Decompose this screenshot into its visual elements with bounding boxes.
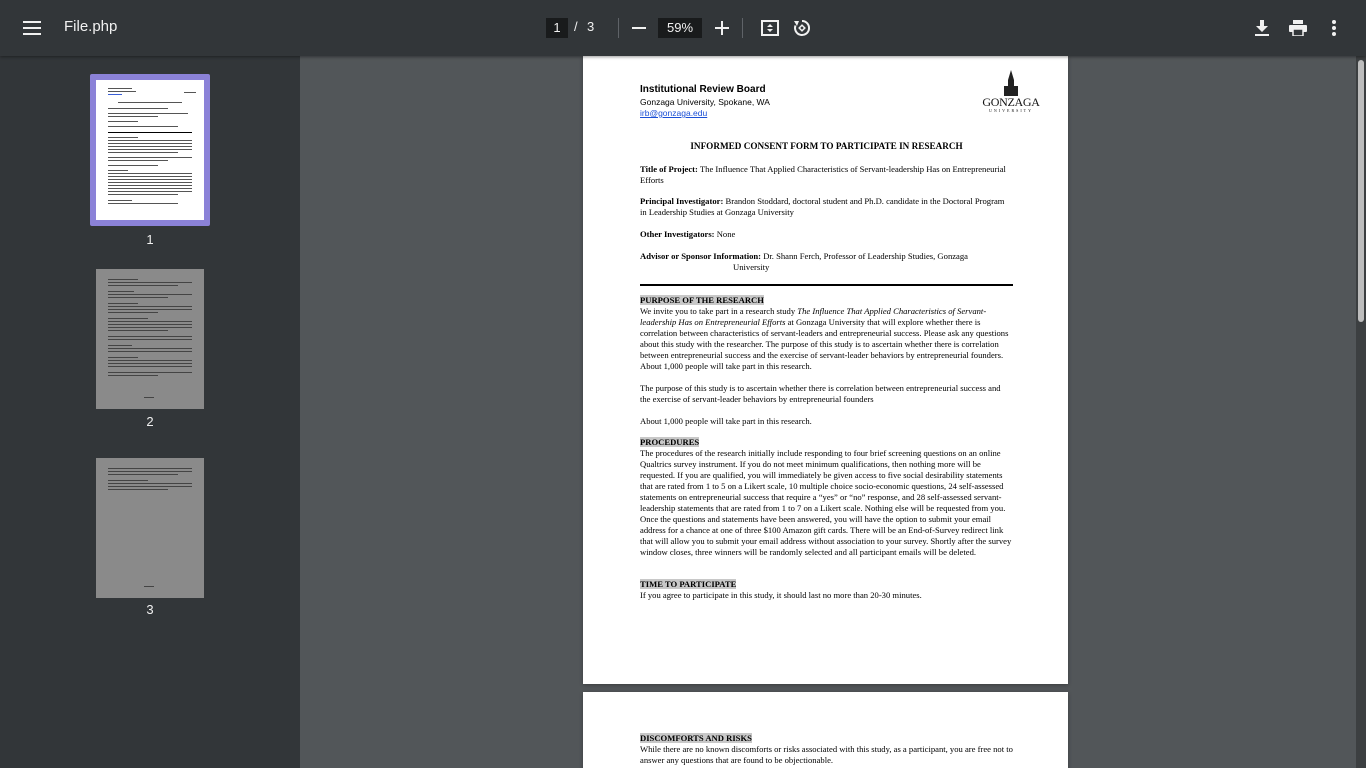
scrollbar-thumb[interactable]	[1358, 60, 1364, 322]
gonzaga-logo	[979, 70, 1043, 113]
thumbnail-page-2[interactable]	[90, 263, 210, 443]
total-pages: 3	[587, 19, 595, 34]
download-icon	[1255, 20, 1269, 36]
rotate-button[interactable]	[784, 10, 820, 46]
procedures-section: PROCEDURES The procedures of the research initially include responding to four brief screening questions on an online Qualtrics survey instrument. If you do not meet minimum qualifications, then nothing more will be requested. If you are qualified, you will immediately be given access to five social desirability statements that are rated from 1 to 5 on a Likert scale, 10 multiple choice socio-economic questions, 24 self-assessed statements on entrepreneurial success that require a “yes” or “no” response, and 28 self-assessed servant-leadership statements that are rated from 1 to 7 on a Likert scale. Nothing else will be requested from you. Once the questions and statements have been answered, you will have the option to submit your email address for a chance at one of three $100 Amazon gift cards. There will be an End-of-Survey redirect link that will allow you to submit your email address without association to your survey. Shortly after the survey window closes, three winners will be randomly selected and all participant emails will be deleted.	[640, 437, 1012, 557]
thumbnail-image	[96, 269, 204, 409]
purpose-heading: PURPOSE OF THE RESEARCH	[640, 295, 764, 305]
thumbnail-image	[96, 458, 204, 598]
pdf-page-1	[583, 56, 1068, 684]
form-title: INFORMED CONSENT FORM TO PARTICIPATE IN RESEARCH	[690, 141, 963, 151]
thumbnail-page-3[interactable]	[90, 452, 210, 632]
advisor-info: Advisor or Sponsor Information: Dr. Shann Ferch, Professor of Leadership Studies, Gonzaga University	[640, 251, 968, 272]
time-heading: TIME TO PARTICIPATE	[640, 579, 737, 589]
discomfort-section: DISCOMFORTS AND RISKS While there are no known discomforts or risks associated with this study, as a participant, you are free not to answer any questions that are found to be objectionable.	[640, 733, 1013, 765]
vertical-scrollbar[interactable]	[1356, 56, 1366, 768]
thumbnail-page-number: 2	[146, 414, 154, 429]
toolbar-divider	[742, 18, 743, 38]
zoom-out-button[interactable]	[621, 10, 657, 46]
thumbnail-page-number: 3	[146, 602, 154, 617]
fit-page-icon	[761, 20, 779, 36]
page-separator: /	[574, 19, 578, 34]
zoom-input[interactable]: 59%	[658, 18, 702, 38]
download-button[interactable]	[1244, 10, 1280, 46]
logo-subtext: UNIVERSITY	[989, 108, 1033, 113]
thumbnail-page-number: 1	[146, 232, 154, 247]
irb-header	[640, 84, 1013, 118]
print-button[interactable]	[1280, 10, 1316, 46]
current-page-input[interactable]: 1	[546, 18, 568, 38]
principal-investigator: Principal Investigator: Brandon Stoddard, doctoral student and Ph.D. candidate in the Doctoral Program in Leadership Studies at Gonzaga University	[640, 196, 1005, 217]
minus-icon	[632, 27, 646, 29]
header-rule	[640, 284, 1013, 286]
purpose-section: PURPOSE OF THE RESEARCH We invite you to take part in a research study The Influence That Applied Characteristics of Servant-leadership Has on Entrepreneurial Efforts at Gonzaga University that will explore whether there is correlation between characteristics of servant-leaders and entrepreneurial success. Please ask any questions about this study with the researcher. The purpose of this study is to ascertain whether there is correlation between entrepreneurial success and the exercise of servant-leader behaviors by entrepreneurial founders. About 1,000 people will take part in this research. The purpose of this study is to ascertain whether there is correlation between entrepreneurial success and the exercise of servant-leader behaviors by entrepreneurial founders About 1,000 people will take part in this research.	[640, 295, 1009, 426]
pdf-page-2	[583, 692, 1068, 768]
thumbnail-image	[96, 80, 204, 220]
org-location: Gonzaga University, Spokane, WA	[640, 97, 770, 107]
procedures-heading: PROCEDURES	[640, 437, 700, 447]
document-title: File.php	[64, 18, 118, 35]
toolbar	[0, 0, 1366, 56]
logo-text: GONZAGA	[982, 95, 1040, 109]
fit-page-button[interactable]	[752, 10, 788, 46]
project-title: Title of Project: The Influence That Applied Characteristics of Servant-leadership Has on Entrepreneurial Efforts	[640, 164, 1006, 185]
document-viewer[interactable]	[300, 56, 1356, 768]
other-investigators: Other Investigators: None	[640, 229, 736, 239]
time-section: TIME TO PARTICIPATE If you agree to participate in this study, it should last no more than 20-30 minutes.	[640, 579, 922, 600]
plus-icon	[715, 21, 729, 35]
print-icon	[1289, 20, 1307, 36]
more-vert-icon	[1332, 20, 1336, 36]
toolbar-divider	[618, 18, 619, 38]
menu-icon	[23, 21, 41, 35]
thumbnail-sidebar	[0, 56, 300, 768]
zoom-in-button[interactable]	[704, 10, 740, 46]
org-name: Institutional Review Board	[640, 84, 766, 95]
tower-icon	[1003, 70, 1019, 96]
discomfort-heading: DISCOMFORTS AND RISKS	[640, 733, 752, 743]
thumbnail-page-1[interactable]	[90, 74, 210, 254]
rotate-icon	[793, 19, 811, 37]
irb-email-link[interactable]: irb@gonzaga.edu	[640, 108, 708, 118]
more-options-button[interactable]	[1316, 10, 1352, 46]
menu-button[interactable]	[14, 10, 50, 46]
